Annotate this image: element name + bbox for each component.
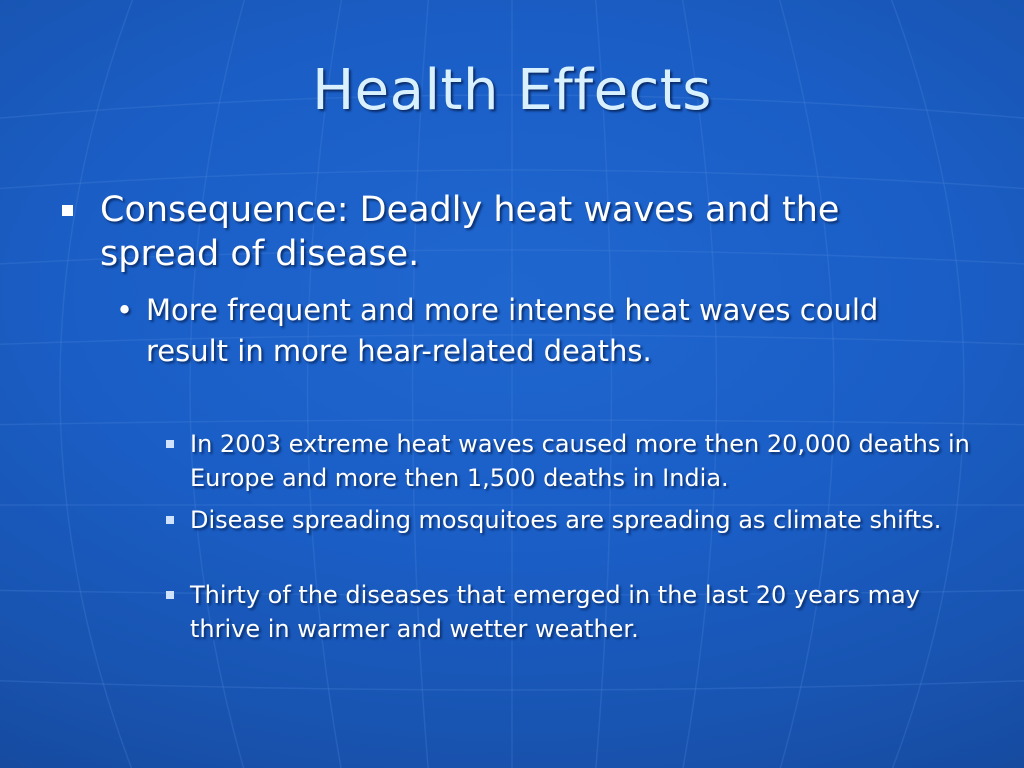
square-bullet-icon (166, 591, 174, 599)
bullet-level3 (190, 578, 970, 646)
bullet-text: Disease spreading mosquitoes are spreading as climate shifts. (190, 506, 942, 534)
square-bullet-icon (62, 205, 73, 216)
bullet-level3 (190, 427, 970, 495)
bullet-text: Thirty of the diseases that emerged in the last 20 years may thrive in warmer and wetter weather. (190, 581, 920, 643)
bullet-level2 (116, 290, 966, 372)
square-bullet-icon (166, 516, 174, 524)
bullet-text: More frequent and more intense heat waves could result in more hear-related deaths. (146, 293, 879, 368)
bullet-level1 (100, 188, 900, 276)
bullet-text: Consequence: Deadly heat waves and the spread of disease. (100, 190, 840, 274)
bullet-text: In 2003 extreme heat waves caused more then 20,000 deaths in Europe and more then 1,500 deaths in India. (190, 430, 970, 492)
bullet-level3 (190, 503, 970, 537)
square-bullet-icon (166, 440, 174, 448)
dot-bullet-icon: • (116, 293, 134, 327)
slide-title: Health Effects (312, 58, 712, 123)
